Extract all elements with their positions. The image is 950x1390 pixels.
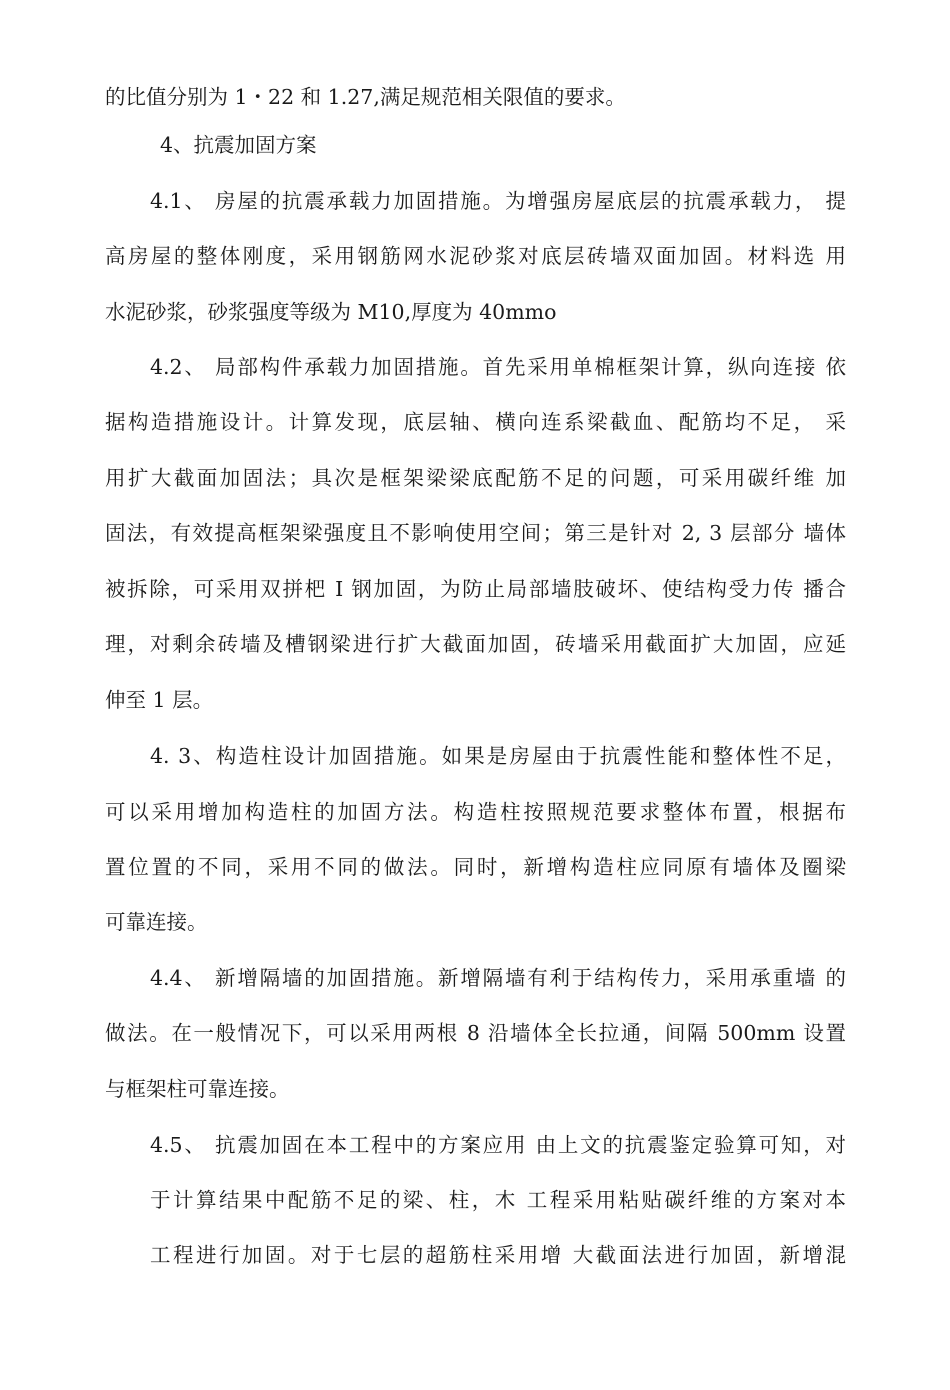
paragraph-4-4-line: 与框架柱可靠连接。 bbox=[105, 1077, 290, 1101]
paragraph-4-2-line: 据构造措施设计。计算发现，底层轴、横向连系梁截血、配筋均不足， 采 bbox=[105, 410, 846, 434]
paragraph-4-2-line: 4.2、 局部构件承载力加固措施。首先采用单棉框架计算，纵向连接 依 bbox=[150, 355, 846, 379]
paragraph-4-3-line: 置位置的不同，采用不同的做法。同时，新增构造柱应同原有墙体及圈梁 bbox=[105, 855, 846, 879]
paragraph-4-1-line: 水泥砂浆，砂浆强度等级为 M10,厚度为 40mmo bbox=[105, 300, 557, 324]
paragraph-4-2-line: 理，对剩余砖墙及槽钢梁进行扩大截面加固，砖墙采用截面扩大加固，应延 bbox=[105, 632, 846, 656]
paragraph-4-3-line: 可靠连接。 bbox=[105, 910, 208, 934]
paragraph-4-2-line: 用扩大截面加固法；具次是框架梁梁底配筋不足的问题，可采用碳纤维 加 bbox=[105, 466, 846, 490]
paragraph-4-5-line: 4.5、 抗震加固在本工程中的方案应用 由上文的抗震鉴定验算可知，对 bbox=[150, 1133, 846, 1157]
paragraph-4-2-line: 伸至 1 层。 bbox=[105, 688, 214, 712]
paragraph-4-2-line: 固法，有效提高框架梁强度且不影响使用空间；第三是针对 2, 3 层部分 墙体 bbox=[105, 521, 846, 545]
paragraph-4-1-line: 高房屋的整体刚度，采用钢筋网水泥砂浆对底层砖墙双面加固。材料选 用 bbox=[105, 244, 846, 268]
paragraph-4-4-line: 4.4、 新增隔墙的加固措施。新增隔墙有利于结构传力，采用承重墙 的 bbox=[150, 966, 846, 990]
text-line: 的比值分别为 1・22 和 1.27,满足规范相关限值的要求。 bbox=[105, 85, 626, 109]
paragraph-4-3-line: 可以采用增加构造柱的加固方法。构造柱按照规范要求整体布置，根据布 bbox=[105, 800, 846, 824]
paragraph-4-5-line: 工程进行加固。对于七层的超筋柱采用增 大截面法进行加固，新增混 bbox=[150, 1243, 846, 1267]
paragraph-4-1-line: 4.1、 房屋的抗震承载力加固措施。为增强房屋底层的抗震承载力， 提 bbox=[150, 189, 846, 213]
paragraph-4-2-line: 被拆除，可采用双拼杷 I 钢加固，为防止局部墙肢破坏、使结构受力传 播合 bbox=[105, 577, 846, 601]
section-heading: 4、抗震加固方案 bbox=[160, 133, 317, 157]
paragraph-4-5-line: 于计算结果中配筋不足的梁、柱，木 工程采用粘贴碳纤维的方案对本 bbox=[150, 1188, 846, 1212]
paragraph-4-3-line: 4. 3、构造柱设计加固措施。如果是房屋由于抗震性能和整体性不足， bbox=[150, 744, 846, 768]
paragraph-4-4-line: 做法。在一般情况下，可以采用两根 8 沿墙体全长拉通，间隔 500mm 设置 bbox=[105, 1021, 846, 1045]
